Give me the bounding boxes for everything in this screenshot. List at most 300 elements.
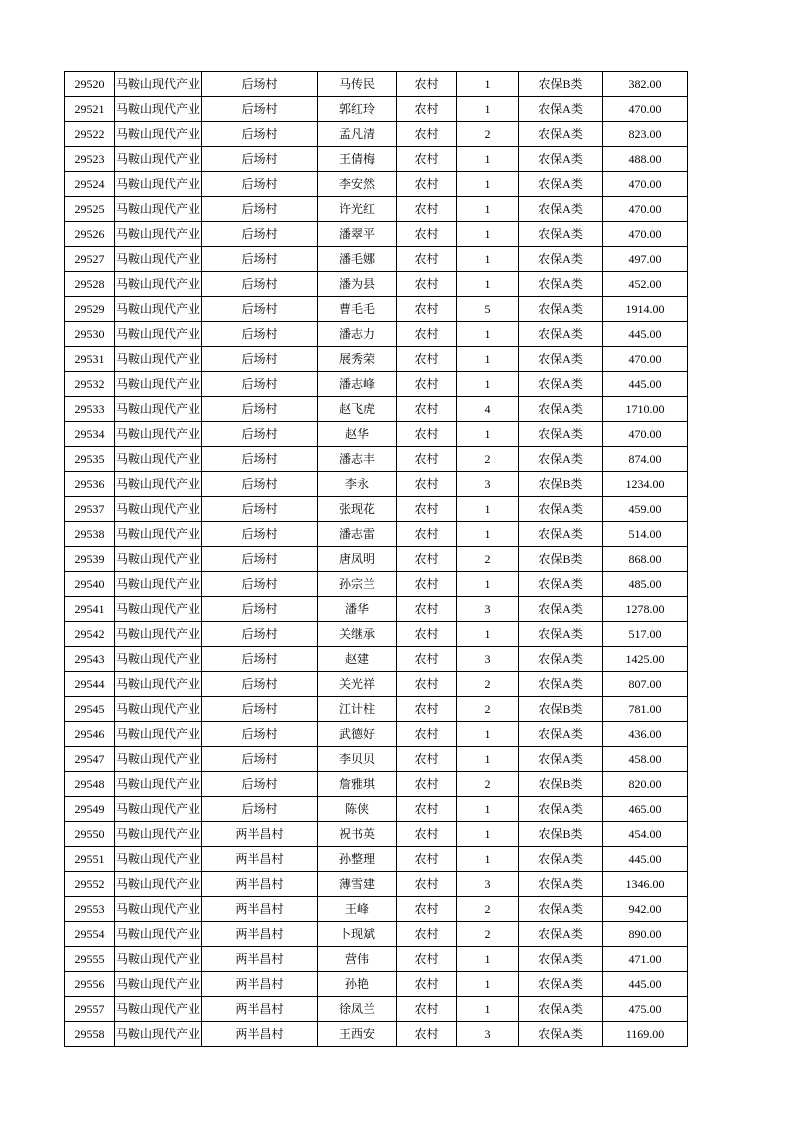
cell-district: 马鞍山现代产业 [115,822,202,847]
cell-district: 马鞍山现代产业 [115,197,202,222]
cell-amount: 823.00 [603,122,688,147]
cell-category: 农村 [397,447,457,472]
cell-person-count: 3 [457,472,519,497]
cell-district: 马鞍山现代产业 [115,1022,202,1047]
cell-person-count: 1 [457,722,519,747]
cell-district: 马鞍山现代产业 [115,697,202,722]
table-row [65,347,688,372]
cell-insurance-type: 农保A类 [519,847,603,872]
cell-insurance-type: 农保A类 [519,522,603,547]
table-row [65,1022,688,1047]
cell-person-count: 1 [457,147,519,172]
cell-village: 后场村 [202,722,318,747]
cell-person-count: 3 [457,872,519,897]
cell-person-name: 薄雪建 [318,872,397,897]
cell-village: 后场村 [202,397,318,422]
cell-village: 后场村 [202,772,318,797]
cell-amount: 820.00 [603,772,688,797]
table-row [65,672,688,697]
cell-village: 两半昌村 [202,847,318,872]
table-row [65,122,688,147]
table-row [65,947,688,972]
table-row [65,72,688,97]
cell-insurance-type: 农保A类 [519,722,603,747]
cell-person-count: 3 [457,647,519,672]
table-row [65,297,688,322]
cell-person-name: 张现花 [318,497,397,522]
table-row [65,322,688,347]
cell-person-name: 卜现斌 [318,922,397,947]
cell-person-name: 赵建 [318,647,397,672]
cell-district: 马鞍山现代产业 [115,847,202,872]
cell-district: 马鞍山现代产业 [115,597,202,622]
cell-record-id: 29525 [65,197,115,222]
cell-insurance-type: 农保A类 [519,1022,603,1047]
cell-person-count: 2 [457,897,519,922]
cell-person-count: 1 [457,522,519,547]
table-row [65,822,688,847]
cell-district: 马鞍山现代产业 [115,247,202,272]
cell-amount: 781.00 [603,697,688,722]
cell-person-count: 2 [457,447,519,472]
cell-insurance-type: 农保A类 [519,447,603,472]
cell-record-id: 29541 [65,597,115,622]
cell-insurance-type: 农保A类 [519,997,603,1022]
cell-category: 农村 [397,947,457,972]
cell-person-count: 2 [457,122,519,147]
cell-amount: 1425.00 [603,647,688,672]
cell-insurance-type: 农保A类 [519,647,603,672]
cell-record-id: 29545 [65,697,115,722]
cell-record-id: 29521 [65,97,115,122]
cell-person-name: 关光祥 [318,672,397,697]
cell-amount: 485.00 [603,572,688,597]
cell-record-id: 29553 [65,897,115,922]
cell-amount: 445.00 [603,972,688,997]
table-row [65,447,688,472]
cell-village: 后场村 [202,272,318,297]
cell-category: 农村 [397,247,457,272]
cell-insurance-type: 农保B类 [519,472,603,497]
cell-category: 农村 [397,147,457,172]
cell-category: 农村 [397,547,457,572]
table-row [65,772,688,797]
table-row [65,147,688,172]
cell-amount: 458.00 [603,747,688,772]
cell-person-count: 1 [457,797,519,822]
cell-person-count: 4 [457,397,519,422]
cell-amount: 497.00 [603,247,688,272]
cell-district: 马鞍山现代产业 [115,147,202,172]
cell-village: 后场村 [202,72,318,97]
cell-amount: 874.00 [603,447,688,472]
cell-record-id: 29523 [65,147,115,172]
cell-village: 后场村 [202,222,318,247]
cell-person-count: 2 [457,697,519,722]
cell-person-name: 营伟 [318,947,397,972]
cell-person-count: 1 [457,947,519,972]
table-row [65,922,688,947]
cell-record-id: 29526 [65,222,115,247]
cell-category: 农村 [397,622,457,647]
cell-record-id: 29548 [65,772,115,797]
cell-amount: 445.00 [603,372,688,397]
cell-insurance-type: 农保A类 [519,372,603,397]
cell-person-count: 1 [457,247,519,272]
table-row [65,622,688,647]
table-row [65,497,688,522]
table-row [65,197,688,222]
cell-district: 马鞍山现代产业 [115,547,202,572]
cell-village: 两半昌村 [202,997,318,1022]
cell-person-name: 徐凤兰 [318,997,397,1022]
cell-person-count: 2 [457,547,519,572]
cell-amount: 470.00 [603,197,688,222]
cell-person-name: 潘毛娜 [318,247,397,272]
cell-person-count: 1 [457,747,519,772]
cell-category: 农村 [397,1022,457,1047]
cell-village: 两半昌村 [202,922,318,947]
cell-village: 后场村 [202,672,318,697]
cell-record-id: 29533 [65,397,115,422]
cell-amount: 470.00 [603,172,688,197]
cell-person-count: 1 [457,172,519,197]
cell-village: 后场村 [202,247,318,272]
cell-category: 农村 [397,472,457,497]
cell-amount: 452.00 [603,272,688,297]
cell-record-id: 29543 [65,647,115,672]
cell-district: 马鞍山现代产业 [115,722,202,747]
cell-person-name: 孙整理 [318,847,397,872]
cell-person-name: 祝书英 [318,822,397,847]
cell-person-name: 关继承 [318,622,397,647]
cell-amount: 382.00 [603,72,688,97]
cell-district: 马鞍山现代产业 [115,372,202,397]
cell-person-count: 1 [457,222,519,247]
cell-village: 后场村 [202,172,318,197]
cell-amount: 465.00 [603,797,688,822]
cell-village: 后场村 [202,147,318,172]
cell-record-id: 29528 [65,272,115,297]
cell-record-id: 29522 [65,122,115,147]
cell-district: 马鞍山现代产业 [115,97,202,122]
cell-district: 马鞍山现代产业 [115,422,202,447]
cell-village: 后场村 [202,347,318,372]
cell-person-name: 马传民 [318,72,397,97]
cell-category: 农村 [397,122,457,147]
cell-person-name: 潘为县 [318,272,397,297]
table-row [65,747,688,772]
cell-person-count: 1 [457,497,519,522]
cell-person-count: 5 [457,297,519,322]
cell-person-name: 詹雅琪 [318,772,397,797]
cell-person-count: 1 [457,997,519,1022]
table-row [65,647,688,672]
table-row [65,897,688,922]
cell-insurance-type: 农保B类 [519,772,603,797]
cell-person-name: 王峰 [318,897,397,922]
table-row [65,972,688,997]
cell-village: 两半昌村 [202,1022,318,1047]
cell-category: 农村 [397,272,457,297]
cell-district: 马鞍山现代产业 [115,672,202,697]
cell-record-id: 29546 [65,722,115,747]
cell-district: 马鞍山现代产业 [115,647,202,672]
cell-category: 农村 [397,797,457,822]
table-row [65,222,688,247]
cell-insurance-type: 农保A类 [519,872,603,897]
cell-person-name: 孙艳 [318,972,397,997]
cell-amount: 1710.00 [603,397,688,422]
cell-amount: 470.00 [603,97,688,122]
cell-village: 后场村 [202,322,318,347]
cell-insurance-type: 农保A类 [519,247,603,272]
cell-person-name: 李永 [318,472,397,497]
cell-person-name: 展秀荣 [318,347,397,372]
cell-category: 农村 [397,572,457,597]
cell-insurance-type: 农保A类 [519,422,603,447]
cell-amount: 454.00 [603,822,688,847]
cell-category: 农村 [397,372,457,397]
cell-amount: 470.00 [603,422,688,447]
cell-insurance-type: 农保A类 [519,272,603,297]
cell-record-id: 29530 [65,322,115,347]
cell-person-count: 2 [457,772,519,797]
cell-village: 后场村 [202,747,318,772]
cell-insurance-type: 农保A类 [519,622,603,647]
cell-village: 后场村 [202,197,318,222]
cell-amount: 445.00 [603,847,688,872]
cell-person-name: 陈侠 [318,797,397,822]
cell-person-name: 武德好 [318,722,397,747]
cell-amount: 436.00 [603,722,688,747]
cell-district: 马鞍山现代产业 [115,922,202,947]
cell-amount: 1914.00 [603,297,688,322]
table-row [65,422,688,447]
cell-district: 马鞍山现代产业 [115,297,202,322]
cell-category: 农村 [397,322,457,347]
table-row [65,872,688,897]
cell-insurance-type: 农保A类 [519,147,603,172]
cell-district: 马鞍山现代产业 [115,472,202,497]
cell-village: 后场村 [202,372,318,397]
cell-record-id: 29531 [65,347,115,372]
cell-insurance-type: 农保A类 [519,797,603,822]
cell-insurance-type: 农保A类 [519,222,603,247]
cell-person-name: 李贝贝 [318,747,397,772]
cell-record-id: 29552 [65,872,115,897]
cell-insurance-type: 农保A类 [519,347,603,372]
cell-amount: 475.00 [603,997,688,1022]
cell-amount: 514.00 [603,522,688,547]
cell-person-name: 李安然 [318,172,397,197]
cell-insurance-type: 农保A类 [519,572,603,597]
cell-record-id: 29527 [65,247,115,272]
cell-person-name: 郭红玲 [318,97,397,122]
benefits-table [64,71,688,1047]
table-row [65,522,688,547]
cell-person-count: 1 [457,97,519,122]
cell-village: 后场村 [202,597,318,622]
cell-record-id: 29557 [65,997,115,1022]
cell-village: 两半昌村 [202,947,318,972]
cell-person-count: 1 [457,372,519,397]
table-body [65,72,688,1047]
cell-person-count: 1 [457,347,519,372]
cell-district: 马鞍山现代产业 [115,997,202,1022]
cell-village: 后场村 [202,797,318,822]
cell-person-count: 1 [457,197,519,222]
cell-person-name: 赵飞虎 [318,397,397,422]
table-row [65,797,688,822]
cell-district: 马鞍山现代产业 [115,622,202,647]
cell-insurance-type: 农保A类 [519,497,603,522]
cell-insurance-type: 农保B类 [519,697,603,722]
cell-insurance-type: 农保A类 [519,897,603,922]
cell-insurance-type: 农保A类 [519,922,603,947]
cell-amount: 471.00 [603,947,688,972]
cell-record-id: 29544 [65,672,115,697]
cell-category: 农村 [397,522,457,547]
cell-amount: 517.00 [603,622,688,647]
cell-village: 后场村 [202,572,318,597]
cell-village: 后场村 [202,497,318,522]
table-row [65,397,688,422]
cell-district: 马鞍山现代产业 [115,772,202,797]
cell-amount: 890.00 [603,922,688,947]
cell-category: 农村 [397,97,457,122]
cell-record-id: 29524 [65,172,115,197]
table-row [65,697,688,722]
cell-person-name: 潘志力 [318,322,397,347]
cell-village: 后场村 [202,547,318,572]
cell-district: 马鞍山现代产业 [115,872,202,897]
cell-district: 马鞍山现代产业 [115,347,202,372]
cell-person-count: 1 [457,72,519,97]
table-row [65,597,688,622]
table-row [65,547,688,572]
cell-district: 马鞍山现代产业 [115,947,202,972]
cell-person-count: 1 [457,272,519,297]
cell-amount: 445.00 [603,322,688,347]
cell-amount: 807.00 [603,672,688,697]
cell-insurance-type: 农保A类 [519,672,603,697]
cell-district: 马鞍山现代产业 [115,497,202,522]
cell-district: 马鞍山现代产业 [115,397,202,422]
cell-person-name: 赵华 [318,422,397,447]
cell-person-count: 3 [457,597,519,622]
cell-record-id: 29547 [65,747,115,772]
cell-person-count: 1 [457,322,519,347]
cell-record-id: 29538 [65,522,115,547]
cell-amount: 459.00 [603,497,688,522]
cell-category: 农村 [397,422,457,447]
cell-person-count: 1 [457,847,519,872]
table-row [65,997,688,1022]
cell-category: 农村 [397,222,457,247]
cell-person-count: 2 [457,672,519,697]
cell-district: 马鞍山现代产业 [115,747,202,772]
cell-village: 后场村 [202,522,318,547]
cell-village: 两半昌村 [202,822,318,847]
cell-amount: 470.00 [603,347,688,372]
cell-insurance-type: 农保A类 [519,397,603,422]
cell-insurance-type: 农保B类 [519,72,603,97]
table-row [65,247,688,272]
cell-person-count: 2 [457,922,519,947]
cell-village: 后场村 [202,647,318,672]
cell-district: 马鞍山现代产业 [115,172,202,197]
cell-village: 后场村 [202,472,318,497]
cell-insurance-type: 农保A类 [519,322,603,347]
cell-record-id: 29551 [65,847,115,872]
cell-insurance-type: 农保A类 [519,122,603,147]
cell-category: 农村 [397,972,457,997]
cell-village: 后场村 [202,622,318,647]
cell-insurance-type: 农保B类 [519,822,603,847]
cell-district: 马鞍山现代产业 [115,222,202,247]
cell-person-count: 1 [457,972,519,997]
cell-amount: 470.00 [603,222,688,247]
cell-village: 两半昌村 [202,972,318,997]
cell-village: 后场村 [202,122,318,147]
cell-amount: 1234.00 [603,472,688,497]
cell-person-name: 潘翠平 [318,222,397,247]
cell-record-id: 29556 [65,972,115,997]
cell-insurance-type: 农保B类 [519,547,603,572]
cell-person-count: 1 [457,422,519,447]
cell-village: 后场村 [202,697,318,722]
cell-category: 农村 [397,497,457,522]
cell-category: 农村 [397,897,457,922]
cell-district: 马鞍山现代产业 [115,797,202,822]
cell-category: 农村 [397,72,457,97]
cell-person-name: 孙宗兰 [318,572,397,597]
cell-insurance-type: 农保A类 [519,172,603,197]
cell-category: 农村 [397,197,457,222]
cell-person-name: 唐凤明 [318,547,397,572]
cell-insurance-type: 农保A类 [519,972,603,997]
cell-person-name: 潘志丰 [318,447,397,472]
cell-category: 农村 [397,997,457,1022]
cell-record-id: 29532 [65,372,115,397]
cell-district: 马鞍山现代产业 [115,322,202,347]
cell-village: 两半昌村 [202,897,318,922]
cell-district: 马鞍山现代产业 [115,272,202,297]
cell-category: 农村 [397,397,457,422]
cell-record-id: 29555 [65,947,115,972]
cell-person-name: 许光红 [318,197,397,222]
cell-village: 两半昌村 [202,872,318,897]
cell-record-id: 29540 [65,572,115,597]
cell-record-id: 29536 [65,472,115,497]
cell-category: 农村 [397,647,457,672]
cell-insurance-type: 农保A类 [519,97,603,122]
cell-record-id: 29558 [65,1022,115,1047]
cell-village: 后场村 [202,97,318,122]
cell-record-id: 29539 [65,547,115,572]
cell-district: 马鞍山现代产业 [115,72,202,97]
cell-person-name: 潘志雷 [318,522,397,547]
cell-amount: 488.00 [603,147,688,172]
cell-record-id: 29537 [65,497,115,522]
cell-person-count: 1 [457,622,519,647]
cell-category: 农村 [397,772,457,797]
table-row [65,847,688,872]
cell-amount: 1169.00 [603,1022,688,1047]
cell-category: 农村 [397,747,457,772]
cell-person-name: 潘志峰 [318,372,397,397]
